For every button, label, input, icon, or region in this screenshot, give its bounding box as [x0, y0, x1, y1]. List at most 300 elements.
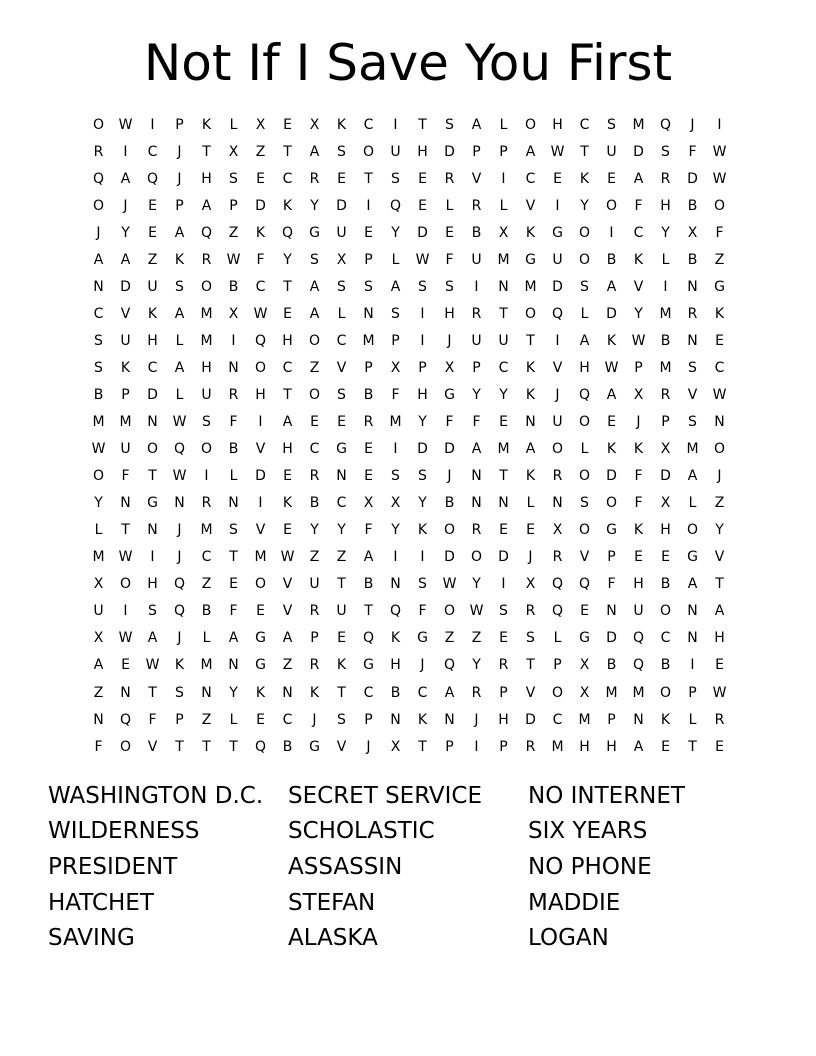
- grid-letter: T: [418, 116, 427, 133]
- grid-letter: A: [174, 224, 185, 241]
- grid-letter: T: [283, 278, 292, 295]
- grid-letter: Q: [632, 657, 645, 674]
- grid-letter: G: [606, 522, 617, 539]
- grid-letter: A: [174, 359, 185, 376]
- grid-letter: E: [256, 603, 265, 620]
- grid-letter: Q: [173, 441, 186, 458]
- grid-letter: T: [202, 143, 211, 160]
- word-list-item: SAVING: [48, 925, 135, 952]
- word-list-item: ASSASSIN: [288, 853, 403, 880]
- grid-letter: X: [687, 224, 698, 241]
- grid-letter: J: [123, 197, 128, 214]
- grid-letter: C: [633, 224, 644, 241]
- grid-letter: D: [417, 441, 428, 458]
- grid-letter: A: [687, 576, 698, 593]
- grid-letter: O: [119, 738, 132, 755]
- grid-letter: O: [713, 441, 726, 458]
- grid-letter: T: [499, 305, 508, 322]
- word-list-item: STEFAN: [288, 889, 376, 916]
- grid-letter: W: [280, 549, 295, 566]
- grid-letter: Y: [472, 576, 481, 593]
- grid-letter: N: [147, 522, 158, 539]
- grid-letter: Y: [418, 414, 427, 431]
- grid-letter: E: [607, 414, 616, 431]
- grid-letter: J: [528, 549, 533, 566]
- grid-letter: Q: [119, 711, 132, 728]
- grid-letter: V: [336, 359, 347, 376]
- page-title: Not If I Save You First: [143, 34, 673, 92]
- grid-letter: P: [634, 359, 643, 376]
- grid-letter: U: [633, 603, 644, 620]
- grid-letter: A: [579, 332, 590, 349]
- grid-letter: F: [364, 522, 373, 539]
- grid-letter: Q: [389, 197, 402, 214]
- grid-letter: F: [229, 414, 238, 431]
- grid-letter: S: [337, 143, 346, 160]
- grid-letter: E: [634, 549, 643, 566]
- grid-letter: Y: [94, 495, 103, 512]
- grid-letter: D: [606, 630, 617, 647]
- grid-letter: E: [337, 414, 346, 431]
- grid-letter: F: [418, 603, 427, 620]
- grid-letter: S: [391, 468, 400, 485]
- grid-letter: K: [660, 711, 671, 728]
- grid-letter: K: [633, 441, 644, 458]
- grid-letter: O: [92, 468, 105, 485]
- grid-letter: Q: [146, 170, 159, 187]
- grid-row: [85, 300, 733, 327]
- grid-letter: N: [228, 495, 239, 512]
- grid-letter: P: [229, 197, 238, 214]
- grid-letter: Y: [391, 522, 400, 539]
- grid-letter: P: [310, 630, 319, 647]
- grid-letter: I: [204, 468, 209, 485]
- word-list-item: SIX YEARS: [528, 818, 648, 845]
- grid-letter: D: [498, 549, 509, 566]
- grid-letter: T: [148, 684, 157, 701]
- word-list-item: HATCHET: [48, 889, 154, 916]
- grid-letter: E: [256, 711, 265, 728]
- grid-letter: C: [336, 332, 347, 349]
- word-list-row: [48, 920, 768, 956]
- grid-letter: O: [362, 143, 375, 160]
- grid-letter: D: [336, 197, 347, 214]
- grid-letter: R: [471, 197, 482, 214]
- grid-letter: N: [687, 603, 698, 620]
- grid-letter: W: [118, 549, 133, 566]
- grid-letter: R: [201, 495, 212, 512]
- grid-row: [85, 111, 733, 138]
- grid-letter: W: [172, 414, 187, 431]
- grid-letter: S: [94, 359, 103, 376]
- grid-letter: M: [659, 359, 672, 376]
- grid-letter: C: [579, 116, 590, 133]
- word-list-row: [48, 849, 768, 885]
- grid-letter: S: [337, 386, 346, 403]
- grid-letter: A: [390, 278, 401, 295]
- grid-letter: W: [712, 386, 727, 403]
- grid-letter: C: [660, 630, 671, 647]
- grid-letter: M: [632, 684, 645, 701]
- grid-letter: E: [283, 305, 292, 322]
- grid-letter: L: [553, 630, 562, 647]
- grid-letter: M: [686, 441, 699, 458]
- grid-letter: L: [391, 251, 400, 268]
- grid-letter: H: [579, 738, 590, 755]
- grid-letter: P: [499, 143, 508, 160]
- grid-letter: A: [93, 251, 104, 268]
- grid-row: [85, 652, 733, 679]
- grid-letter: B: [201, 603, 212, 620]
- grid-letter: S: [229, 522, 238, 539]
- grid-letter: P: [661, 414, 670, 431]
- grid-letter: V: [633, 278, 644, 295]
- grid-letter: V: [525, 684, 536, 701]
- grid-letter: K: [714, 305, 725, 322]
- grid-letter: K: [255, 684, 266, 701]
- grid-letter: K: [390, 630, 401, 647]
- grid-letter: I: [609, 224, 614, 241]
- grid-letter: Q: [173, 576, 186, 593]
- grid-letter: P: [391, 332, 400, 349]
- grid-letter: Q: [551, 576, 564, 593]
- grid-letter: O: [443, 603, 456, 620]
- grid-letter: S: [580, 495, 589, 512]
- grid-letter: E: [499, 522, 508, 539]
- grid-letter: M: [92, 414, 105, 431]
- grid-letter: N: [174, 495, 185, 512]
- grid-letter: A: [633, 170, 644, 187]
- grid-letter: N: [471, 468, 482, 485]
- grid-letter: T: [499, 468, 508, 485]
- grid-letter: N: [390, 711, 401, 728]
- grid-letter: T: [175, 738, 184, 755]
- grid-letter: L: [94, 522, 103, 539]
- grid-letter: E: [661, 738, 670, 755]
- grid-row: [85, 544, 733, 571]
- grid-letter: Y: [499, 386, 508, 403]
- grid-letter: C: [255, 278, 266, 295]
- grid-letter: E: [418, 170, 427, 187]
- grid-letter: P: [418, 359, 427, 376]
- grid-letter: M: [551, 738, 564, 755]
- grid-letter: N: [120, 495, 131, 512]
- grid-letter: W: [712, 170, 727, 187]
- grid-letter: J: [636, 414, 641, 431]
- grid-letter: G: [444, 386, 455, 403]
- grid-letter: V: [147, 738, 158, 755]
- grid-row: [85, 517, 733, 544]
- grid-letter: K: [579, 170, 590, 187]
- grid-letter: I: [501, 170, 506, 187]
- grid-letter: U: [552, 251, 563, 268]
- grid-letter: P: [607, 549, 616, 566]
- grid-letter: R: [201, 251, 212, 268]
- grid-letter: Y: [472, 386, 481, 403]
- grid-letter: R: [525, 603, 536, 620]
- grid-letter: A: [714, 603, 725, 620]
- grid-letter: W: [469, 603, 484, 620]
- grid-letter: R: [471, 684, 482, 701]
- grid-letter: X: [390, 738, 401, 755]
- grid-row: [85, 436, 733, 463]
- grid-letter: P: [607, 711, 616, 728]
- grid-letter: M: [200, 305, 213, 322]
- grid-letter: J: [447, 332, 452, 349]
- grid-letter: G: [255, 630, 266, 647]
- grid-letter: U: [471, 332, 482, 349]
- grid-letter: E: [445, 224, 454, 241]
- grid-letter: Q: [632, 630, 645, 647]
- grid-letter: A: [120, 170, 131, 187]
- grid-letter: I: [474, 738, 479, 755]
- grid-letter: I: [123, 143, 128, 160]
- grid-letter: A: [363, 549, 374, 566]
- grid-letter: G: [552, 224, 563, 241]
- grid-letter: I: [663, 278, 668, 295]
- grid-letter: E: [526, 522, 535, 539]
- grid-letter: T: [364, 603, 373, 620]
- grid-letter: T: [202, 738, 211, 755]
- grid-letter: H: [390, 657, 401, 674]
- grid-letter: W: [226, 251, 241, 268]
- grid-letter: L: [229, 711, 238, 728]
- grid-letter: K: [174, 251, 185, 268]
- grid-letter: V: [714, 549, 725, 566]
- grid-letter: A: [93, 657, 104, 674]
- grid-letter: O: [524, 305, 537, 322]
- grid-letter: E: [715, 657, 724, 674]
- word-list-item: MADDIE: [528, 889, 621, 916]
- grid-letter: G: [147, 495, 158, 512]
- grid-letter: X: [255, 116, 266, 133]
- grid-letter: E: [499, 630, 508, 647]
- grid-letter: E: [715, 332, 724, 349]
- grid-letter: O: [146, 441, 159, 458]
- grid-letter: S: [418, 576, 427, 593]
- grid-letter: O: [308, 386, 321, 403]
- grid-letter: E: [310, 414, 319, 431]
- grid-letter: J: [690, 116, 695, 133]
- grid-letter: N: [606, 603, 617, 620]
- grid-letter: N: [363, 305, 374, 322]
- grid-letter: H: [714, 630, 725, 647]
- letter-grid: [85, 111, 733, 760]
- grid-letter: V: [579, 549, 590, 566]
- grid-letter: S: [337, 278, 346, 295]
- grid-letter: F: [391, 386, 400, 403]
- grid-letter: K: [417, 522, 428, 539]
- grid-letter: J: [366, 738, 371, 755]
- grid-letter: G: [579, 630, 590, 647]
- grid-letter: V: [255, 441, 266, 458]
- grid-letter: O: [578, 522, 591, 539]
- word-list-item: SECRET SERVICE: [288, 782, 483, 809]
- grid-letter: P: [121, 386, 130, 403]
- grid-letter: Y: [715, 522, 724, 539]
- grid-letter: M: [200, 657, 213, 674]
- grid-letter: I: [231, 332, 236, 349]
- grid-letter: P: [364, 711, 373, 728]
- grid-letter: G: [525, 251, 536, 268]
- grid-letter: J: [177, 522, 182, 539]
- grid-letter: E: [148, 224, 157, 241]
- grid-letter: S: [391, 305, 400, 322]
- grid-letter: H: [417, 143, 428, 160]
- grid-letter: Y: [634, 305, 643, 322]
- grid-letter: R: [552, 549, 563, 566]
- grid-letter: M: [200, 332, 213, 349]
- grid-letter: S: [580, 278, 589, 295]
- grid-letter: V: [525, 197, 536, 214]
- grid-letter: J: [96, 224, 101, 241]
- grid-letter: H: [633, 576, 644, 593]
- grid-letter: G: [309, 224, 320, 241]
- grid-letter: J: [312, 711, 317, 728]
- grid-letter: O: [605, 495, 618, 512]
- grid-letter: F: [445, 251, 454, 268]
- grid-letter: P: [553, 657, 562, 674]
- grid-letter: A: [282, 630, 293, 647]
- grid-row: [85, 273, 733, 300]
- grid-letter: G: [255, 657, 266, 674]
- word-list-item: NO INTERNET: [528, 782, 685, 809]
- grid-letter: F: [445, 414, 454, 431]
- grid-letter: X: [444, 359, 455, 376]
- grid-letter: B: [309, 495, 320, 512]
- grid-letter: Z: [336, 549, 347, 566]
- grid-letter: U: [498, 332, 509, 349]
- grid-letter: A: [525, 441, 536, 458]
- grid-letter: Y: [661, 224, 670, 241]
- grid-letter: A: [606, 386, 617, 403]
- grid-letter: S: [445, 278, 454, 295]
- grid-row: [85, 571, 733, 598]
- grid-letter: F: [472, 414, 481, 431]
- grid-letter: D: [606, 468, 617, 485]
- grid-letter: D: [525, 711, 536, 728]
- grid-letter: V: [552, 359, 563, 376]
- grid-letter: X: [525, 576, 536, 593]
- grid-letter: R: [525, 738, 536, 755]
- grid-letter: W: [253, 305, 268, 322]
- grid-letter: N: [120, 684, 131, 701]
- grid-letter: X: [336, 251, 347, 268]
- grid-letter: U: [336, 224, 347, 241]
- grid-letter: Y: [337, 522, 346, 539]
- grid-letter: W: [604, 359, 619, 376]
- grid-letter: G: [714, 278, 725, 295]
- grid-letter: H: [147, 332, 158, 349]
- grid-row: [85, 165, 733, 192]
- grid-letter: K: [525, 359, 536, 376]
- grid-letter: A: [471, 116, 482, 133]
- grid-letter: N: [471, 495, 482, 512]
- grid-row: [85, 490, 733, 517]
- grid-letter: B: [471, 224, 482, 241]
- grid-letter: F: [121, 468, 130, 485]
- grid-letter: M: [119, 414, 132, 431]
- grid-letter: D: [444, 143, 455, 160]
- grid-letter: N: [147, 414, 158, 431]
- grid-letter: B: [660, 657, 671, 674]
- grid-letter: Z: [282, 657, 293, 674]
- grid-letter: Q: [659, 116, 672, 133]
- grid-letter: U: [336, 603, 347, 620]
- grid-letter: R: [660, 170, 671, 187]
- grid-letter: S: [418, 468, 427, 485]
- grid-letter: D: [417, 224, 428, 241]
- word-list-item: PRESIDENT: [48, 853, 178, 880]
- grid-letter: Z: [93, 684, 104, 701]
- grid-letter: Y: [472, 657, 481, 674]
- grid-letter: A: [228, 630, 239, 647]
- grid-letter: I: [420, 332, 425, 349]
- grid-letter: N: [687, 332, 698, 349]
- grid-letter: T: [229, 549, 238, 566]
- grid-letter: F: [634, 197, 643, 214]
- grid-letter: N: [282, 684, 293, 701]
- grid-letter: B: [390, 684, 401, 701]
- grid-letter: B: [228, 441, 239, 458]
- grid-letter: H: [498, 711, 509, 728]
- grid-letter: W: [118, 116, 133, 133]
- grid-letter: J: [177, 170, 182, 187]
- grid-letter: L: [175, 386, 184, 403]
- grid-letter: Q: [254, 738, 267, 755]
- grid-letter: S: [175, 684, 184, 701]
- grid-letter: A: [147, 630, 158, 647]
- grid-letter: A: [174, 305, 185, 322]
- grid-row: [85, 679, 733, 706]
- grid-letter: J: [447, 468, 452, 485]
- grid-letter: H: [255, 386, 266, 403]
- word-list-item: WILDERNESS: [48, 818, 200, 845]
- grid-letter: R: [363, 414, 374, 431]
- grid-letter: X: [390, 495, 401, 512]
- grid-letter: X: [390, 359, 401, 376]
- grid-letter: I: [690, 657, 695, 674]
- grid-letter: B: [282, 738, 293, 755]
- grid-letter: E: [337, 170, 346, 187]
- grid-row: [85, 138, 733, 165]
- grid-letter: H: [282, 441, 293, 458]
- grid-letter: O: [551, 441, 564, 458]
- grid-letter: Q: [362, 630, 375, 647]
- grid-letter: S: [418, 278, 427, 295]
- grid-letter: W: [91, 441, 106, 458]
- grid-letter: J: [177, 143, 182, 160]
- grid-letter: I: [123, 603, 128, 620]
- grid-letter: L: [175, 332, 184, 349]
- grid-letter: A: [471, 441, 482, 458]
- grid-letter: E: [364, 224, 373, 241]
- grid-letter: E: [607, 170, 616, 187]
- grid-letter: S: [94, 332, 103, 349]
- grid-letter: Q: [551, 603, 564, 620]
- grid-letter: U: [309, 576, 320, 593]
- word-list-item: LOGAN: [528, 925, 609, 952]
- grid-letter: C: [417, 684, 428, 701]
- grid-letter: H: [552, 116, 563, 133]
- grid-letter: O: [551, 684, 564, 701]
- grid-letter: P: [499, 738, 508, 755]
- grid-letter: F: [688, 143, 697, 160]
- grid-letter: D: [606, 305, 617, 322]
- grid-letter: E: [229, 576, 238, 593]
- grid-letter: E: [580, 603, 589, 620]
- grid-letter: H: [201, 170, 212, 187]
